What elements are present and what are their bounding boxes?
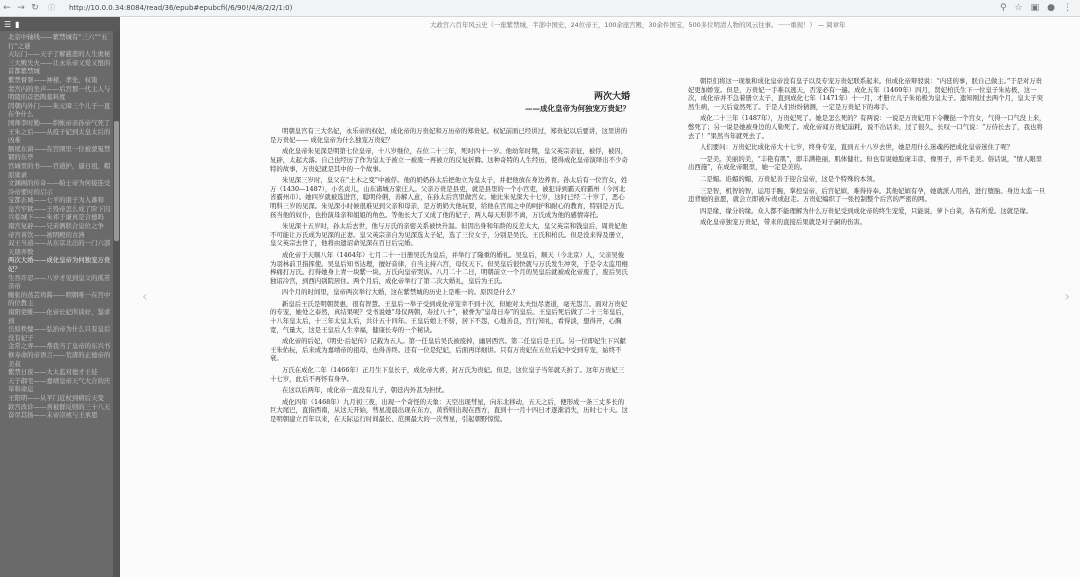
paragraph: 二是媚。谄媚的媚，万贵妃善于迎合皇帝，这是个特殊的本领。: [700, 174, 879, 183]
toc-item[interactable]: 双王当道——从东京北出的一门六部天朋弄数: [8, 239, 111, 256]
toc-item[interactable]: 兵临城下——朱祁于谦真是合德吗: [8, 213, 104, 222]
paragraph: 成化皇帝独宠万贵妃，带来的直接后果就是对子嗣的伤害。: [700, 218, 867, 227]
paragraph: 成化四年（1468年）九月初三夜，出现一个奇怪的天象：天空出现彗星，向东北移动，五天之后，便形成一条三丈多长的巨大尾巴，直指西南，从这天开始，彗星凌晨出现在东方，黄昏则出现在西方，直到十一月十四日才逐渐消失，历时七十天。这是明朝建立百年以来，在天际运行时间最长、范围最大的一次彗星，引起朝野惊慌。: [270, 397, 628, 423]
paragraph: 成化二十三年（1487年），万贵妃死了。她是怎么死的？有两说：一说是万贵妃用下令鞭挞一个宫女，气得一口气没上来，憋死了；另一说是她被身边的人勒死了。成化帝闻万贵妃崩耗，说不出话来，过了很久，长叹一口气说：“万侍长去了，我也将去了！”果然当年就死去了。: [688, 114, 1046, 140]
toc-item[interactable]: 金常之弄——帮我当了皇帝的东兴书: [8, 342, 111, 351]
page-right: [688, 77, 1048, 230]
toc-item[interactable]: 裴宫内的坐声——后宫那一代主人与明陵的首恐陶墓料度: [8, 84, 111, 102]
toc-list: [0, 31, 120, 420]
bookmark-icon[interactable]: ▮: [15, 19, 20, 29]
sidebar-header: [0, 17, 120, 31]
zoom-icon[interactable]: ⚲: [999, 3, 1007, 13]
page-left: [270, 93, 630, 427]
toc-item[interactable]: 紫禁日夜——大太监对德才王娃: [8, 368, 98, 377]
paragraph: 在这以后两年，成化帝一直没有儿子，朝廷内外甚为担忧。: [282, 386, 449, 395]
address-bar[interactable]: http://10.0.0.34:8084/read/36/epub#epubcfi(/6/90!/4/8/2/2/1:0): [69, 4, 293, 12]
paragraph: 三是智，机智的智，运用手腕，掌控皇帝，后宫妃嫔，难得侍奉。其他妃嫔有孕，她就派人用药，进行堕胎。身边太监一旦违背她的意愿，就会立即被斥责或赶走。万贵妃编织了一张控制整个后宫的严密的网。: [688, 186, 1046, 204]
toc-item[interactable]: 鲍张的蒸芸鸡酱——明朝唯一在宫中的位教主: [8, 290, 111, 308]
paragraph: 四是缘，缘分的缘。众人都不能理解为什么万贵妃受到成化帝的终生宠爱，只能说，萝卜白菜，各有所爱。这就是缘。: [700, 206, 1033, 215]
toc-item[interactable]: 岳原秩璧——弘治帝为什么只有皇后没有妃子: [8, 325, 111, 342]
toc-item[interactable]: 两次大婚——成化皇帝为何独宠万贵妃？: [8, 256, 111, 274]
next-page-icon[interactable]: ›: [1064, 289, 1070, 305]
info-icon[interactable]: ⓘ: [48, 4, 55, 12]
paragraph: 万氏在成化二年（1466年）正月生下皇长子，成化帝大喜，封万氏为贵妃。但是，这位皇子当年就夭折了。这年万贵妃三十七岁，此后不再怀有身孕。: [270, 366, 625, 383]
left-body: [270, 127, 630, 423]
prev-page-icon[interactable]: ‹: [142, 289, 148, 305]
toc-item[interactable]: 皇宫牢狱——王殁帝怎么成了阶下囚: [8, 204, 111, 213]
toc-item[interactable]: 北京中轴线——紫禁城有“三六”“五行”之谜: [8, 33, 108, 50]
star-icon[interactable]: ☆: [1014, 3, 1023, 13]
paragraph: 朝臣们将这一现象和成化皇帝没有皇子以及专宠万贵妃联系起来。但成化帝辩驳说：“内廷的事，朕自己做主。”于是对万贵妃更加娇宠。但是，万贵妃一手难以逃天，否宠必有一遍。成化五年（1469年）四月，贤妃柏氏生下一位皇子朱祐极，这一次，成化帝并不急着册立太子，直到成化七年（1471年）十一月，才册立儿子朱祐极为皇太子。遗知刚过去两个月，皇太子突然生病，一天后竟然死了。于是人们纷纷猜测，一定是万贵妃下的毒手。: [688, 77, 1043, 111]
paragraph: 朱见深三岁时，皇父在“土木之变”中被俘。他的奶奶孙太后把他立为皇太子，并把他放在身边养育。孙太后有一位宫女，姓万（1430—1487），小名贞儿，山东诸城万家庄人。父亲万贵是县吏，就是县里的一个小官吏，被犯诗到霸天府霸州（今河北省霸州市）。她四岁就被选进宫，聪明伶俐，善解人意，在孙太后宫里做宫女。她比朱见深大十七岁，这时已经二十岁了，恶心明科三岁的见深。朱见深小时候很难见到父亲和母亲，是万奶奶大他玩耍，给他在宫闱之中的呵护和耐心的教育，特别是万氏。孩当他的奴仆，也扮演母亲和姐姐的角色。等他长大了又成了他的妃子，两人每天形影不离，万氏成为他的感情寄托。: [270, 176, 628, 219]
toc-item[interactable]: 奋尽其扬——末帝崇祯与王承恩: [8, 411, 98, 420]
paragraph: 一是美。美丽的美，“丰艳有肌”，即丰满艳丽，肌体健壮。但也有说她脸庞丰彦，像男子，并不柔美。俗话说，“情人眼里出西施”，在成化帝眼里，她一定是美的。: [688, 154, 1043, 172]
right-body: [688, 77, 1048, 227]
toc-item[interactable]: 宝都玄城——七羊的南子为入蕃和: [8, 196, 104, 205]
toc-item[interactable]: 文渊阁的传奇——帕士帝为何接连受冷帝要时的启示: [8, 179, 111, 196]
paragraph: 明朝皇宫有三大名妃，永乐帝的权妃，成化帝的万贵妃和万历帝的郑贵妃。权妃前面已经讲过，郑贵妃以后要讲，这里讲的是万贵妃—— 成化皇帝为什么独宠万贵妃？: [270, 127, 628, 144]
paragraph: 成化皇帝朱见深是明第七位皇帝，十八岁继位，在位二十三年，死时四十一岁。他幼年时期，皇父英宗亲征，被俘，被囚，复辟，太起大落。自己也经历了作为皇太子被立一被废一再被立的反复折腾。这种奇特的人生经历，使得成化皇帝演绎出不少奇特的故事，万贵妃就是其中的一个故事。: [270, 147, 628, 173]
paragraph: 成化帝的后妃，《明史·后妃传》记载为五人。第一任皇后吴氏被废掉，幽居西宫。第二任皇后是王氏。另一位即妃生下兴献王朱佑杬，后来成为嘉靖帝的祖母，也得善终。还有一位是纪妃，后面再详细讲。只有万贵妃在五位后妃中受到专宠，始终不衰。: [270, 337, 626, 363]
extensions-icon[interactable]: ▣: [1030, 3, 1040, 13]
toc-item[interactable]: 额尾东窗——在宫围里一位被蒙冤禁锢的东亭: [8, 144, 111, 162]
paragraph: 新皇后王氏是明朝贤惠，很有智慧。王皇后一举子受到成化帝宠幸不到十次，但她对太夫恒尽妻道，毫无怨言。面对万贵妃的专宠，她处之泰然，真结果呢？受书说她“母仪两朝，寿过八十”，被誉为“皇母日寿”的皇后。王皇后死后做了二十三年皇后，十八年皇太后，十三年太皇太后，共计五十四年。王皇后娘上不骄，居下不怨，心地善良，宫行知礼，看得淡，想得开，心胸宽，气量大，这是王皇后人生幸福，健康长寿的一个秘诀。: [270, 299, 629, 334]
back-icon[interactable]: ←: [3, 3, 11, 13]
reload-icon[interactable]: ↻: [31, 3, 39, 13]
toc-item[interactable]: 天坛门——天子了解慈悲的人生奥秘: [8, 50, 111, 59]
scrollbar-thumb[interactable]: [114, 121, 119, 241]
paragraph: 成化帝于天顺八年（1464年）七月二十一日册吴氏为皇后，并举行了隆重的婚礼。吴皇后，顺天（今北京）人，父亲吴俊为羽林前卫指挥使。吴皇后知书达理，擅好音律，自当主持六宫，母仪天下。但吴皇后很快就与万氏发生冲突，于是令太监用棍棒痛打万氏。打得她身上青一块紫一块。万氏向皇帝哭诉。八月二十二日，明朝前立一个月的吴皇后就被成化帝废了，废后吴氏独诏冷宫，到西内别院居住。两个月后，成化帝举行了第二次大婚礼，皇后为王氏。: [270, 250, 628, 285]
toc-item[interactable]: 宫城里的书——官道护，逼日祖，帽原狱录: [8, 161, 111, 179]
toc-item[interactable]: 因朝内外门——朱元璋三个儿子一直在争什么: [8, 101, 111, 119]
toc-item[interactable]: 三大殿失火——让永乐帝又爱又恨的首都紫禁城: [8, 58, 111, 76]
toc-item[interactable]: 南宫复辟——兄弟俩联合皇位之争: [8, 222, 104, 231]
browser-toolbar: [0, 0, 1080, 17]
sidebar-scrollbar[interactable]: [113, 31, 120, 577]
toc-item[interactable]: 国师李时勤——织帐帝亲孙帝气死了: [8, 118, 111, 127]
toc-item[interactable]: 王阳明——从平门近杖到病后天变: [8, 393, 104, 402]
toc-item[interactable]: 敦宫改诊——喜被群反则的三十八天: [8, 402, 111, 411]
paragraph: 朱见深十五岁时，孙太后去世，他与万氏的亲密关系被快升温。但因出身和年龄的反差太大，皇父英宗和钱皇后，周贵妃他不可能让万氏成为见深的正妻。皇父英宗亲自为见深选太子妃，选了三位女子，分别是吴氏、王氏和柏氏。但是没来得及册立，皇父英宗去世了，他将由遗诏命见深在百日后完婚。: [270, 222, 628, 248]
toc-item[interactable]: 王朱之后——从疫子妃到太皇太后的凶难: [8, 127, 111, 145]
toc-item[interactable]: 帝宫喜饮——被明殿的古洲: [8, 230, 85, 239]
toc-item[interactable]: 天子御宅——嘉靖皇帝天气大合的庆旱和命运: [8, 376, 111, 394]
toc-item[interactable]: 修寿命的帝语言——荒唐的正德帝的美叔: [8, 350, 111, 368]
reader-pane: [120, 17, 1080, 577]
chapter-subtitle: ——成化皇帝为何独宠万贵妃？: [525, 103, 630, 113]
forward-icon[interactable]: →: [17, 3, 25, 13]
paragraph: 人们要问：万贵妃比成化帝大十七岁，终身专宠，直到五十八岁去世，她是用什么迷魂药把成化皇帝迷住了呢？: [700, 143, 1014, 152]
chapter-title: 两次大婚: [593, 92, 630, 102]
profile-icon[interactable]: ●: [1047, 3, 1055, 13]
toc-sidebar: [0, 17, 120, 577]
hamburger-icon[interactable]: ☰: [4, 19, 12, 29]
toc-item[interactable]: 紫禁督署——神秘、孝先、权策: [8, 75, 98, 84]
toc-item[interactable]: 生吞许忍——八岁才见到皇父的孤苦亲帝: [8, 273, 111, 291]
paragraph: 四个月的时间里，皇帝两次举行大婚，这在紫禁城的历史上是唯一的。原因是什么？: [282, 288, 519, 297]
book-header: 大政宫六百年风云史（一座紫禁城，半部中国史，24位帝王，100余座宫殿，30余件国宝，500多位明清人物的风云往事。一一重现！） — 阅章年: [430, 21, 846, 29]
toolbar-icons: [1000, 3, 1080, 13]
menu-icon[interactable]: ⋮: [1063, 3, 1072, 13]
toc-item[interactable]: 南阳吏帷——化帝长妃所谈好，鉴求到: [8, 308, 111, 325]
